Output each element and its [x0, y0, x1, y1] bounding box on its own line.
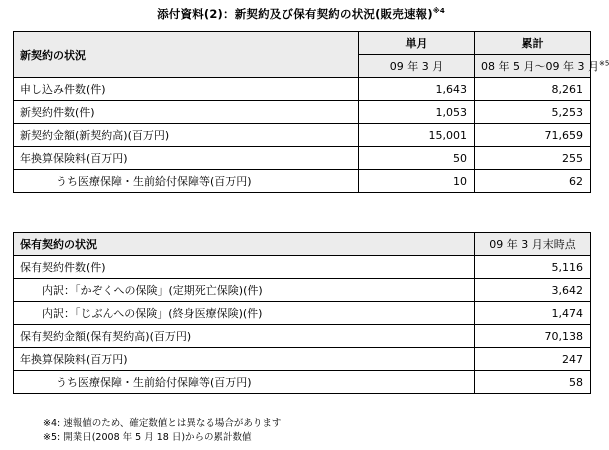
row-label: 申し込み件数(件) — [14, 78, 359, 101]
row-value-cumulative: 62 — [475, 170, 591, 193]
table-row — [14, 348, 591, 371]
footnotes — [43, 417, 281, 445]
table-row — [14, 256, 591, 279]
title-footnote-mark: ※4 — [432, 7, 445, 16]
row-value-single-month: 15,001 — [359, 124, 475, 147]
row-label: うち医療保障・生前給付保障等(百万円) — [14, 371, 475, 394]
table-row — [14, 147, 591, 170]
row-value: 247 — [475, 348, 591, 371]
row-label: 新契約件数(件) — [14, 101, 359, 124]
row-value: 3,642 — [475, 279, 591, 302]
row-label: 内訳：「じぶんへの保険」(終身医療保険)(件) — [14, 302, 475, 325]
single-month-header: 単月 — [359, 32, 475, 55]
row-value-single-month: 10 — [359, 170, 475, 193]
row-label: 保有契約金額(保有契約高)(百万円) — [14, 325, 475, 348]
in-force-contracts-table — [13, 232, 591, 394]
row-value: 70,138 — [475, 325, 591, 348]
as-of-header: 09 年 3 月末時点 — [475, 233, 591, 256]
cumulative-period-text: 08 年 5 月～09 年 3 月 — [481, 60, 599, 73]
new-contracts-table — [13, 31, 609, 193]
row-label: うち医療保障・生前給付保障等(百万円) — [14, 170, 359, 193]
table-row — [14, 371, 591, 394]
page-title — [0, 6, 602, 22]
row-label: 保有契約件数(件) — [14, 256, 475, 279]
row-label: 新契約金額(新契約高)(百万円) — [14, 124, 359, 147]
footnote-5: ※5: 開業日(2008 年 5 月 18 日)からの累計数値 — [43, 432, 252, 443]
row-label: 年換算保険料(百万円) — [14, 348, 475, 371]
row-value-single-month: 1,643 — [359, 78, 475, 101]
table-row — [14, 124, 591, 147]
table-row — [14, 78, 591, 101]
row-value: 1,474 — [475, 302, 591, 325]
row-value-single-month: 50 — [359, 147, 475, 170]
row-value-cumulative: 255 — [475, 147, 591, 170]
in-force-section-label: 保有契約の状況 — [14, 233, 475, 256]
table-row — [14, 101, 591, 124]
cumulative-period-footnote-mark: ※5 — [598, 59, 609, 68]
table-row — [14, 279, 591, 302]
row-value-cumulative: 5,253 — [475, 101, 591, 124]
cumulative-header: 累計 — [475, 32, 591, 55]
new-contracts-section-label: 新契約の状況 — [14, 32, 359, 78]
row-value-cumulative: 8,261 — [475, 78, 591, 101]
single-month-period: 09 年 3 月 — [359, 55, 475, 78]
table-row — [14, 325, 591, 348]
row-value: 58 — [475, 371, 591, 394]
row-value: 5,116 — [475, 256, 591, 279]
row-value-cumulative: 71,659 — [475, 124, 591, 147]
table-row — [14, 170, 591, 193]
footnote-4: ※4: 速報値のため、確定数値とは異なる場合があります — [43, 418, 282, 429]
row-label: 年換算保険料(百万円) — [14, 147, 359, 170]
title-text: 添付資料(2)：新契約及び保有契約の状況(販売速報) — [157, 7, 433, 21]
row-value-single-month: 1,053 — [359, 101, 475, 124]
table-row — [14, 302, 591, 325]
cumulative-period — [475, 55, 609, 78]
row-label: 内訳：「かぞくへの保険」(定期死亡保険)(件) — [14, 279, 475, 302]
